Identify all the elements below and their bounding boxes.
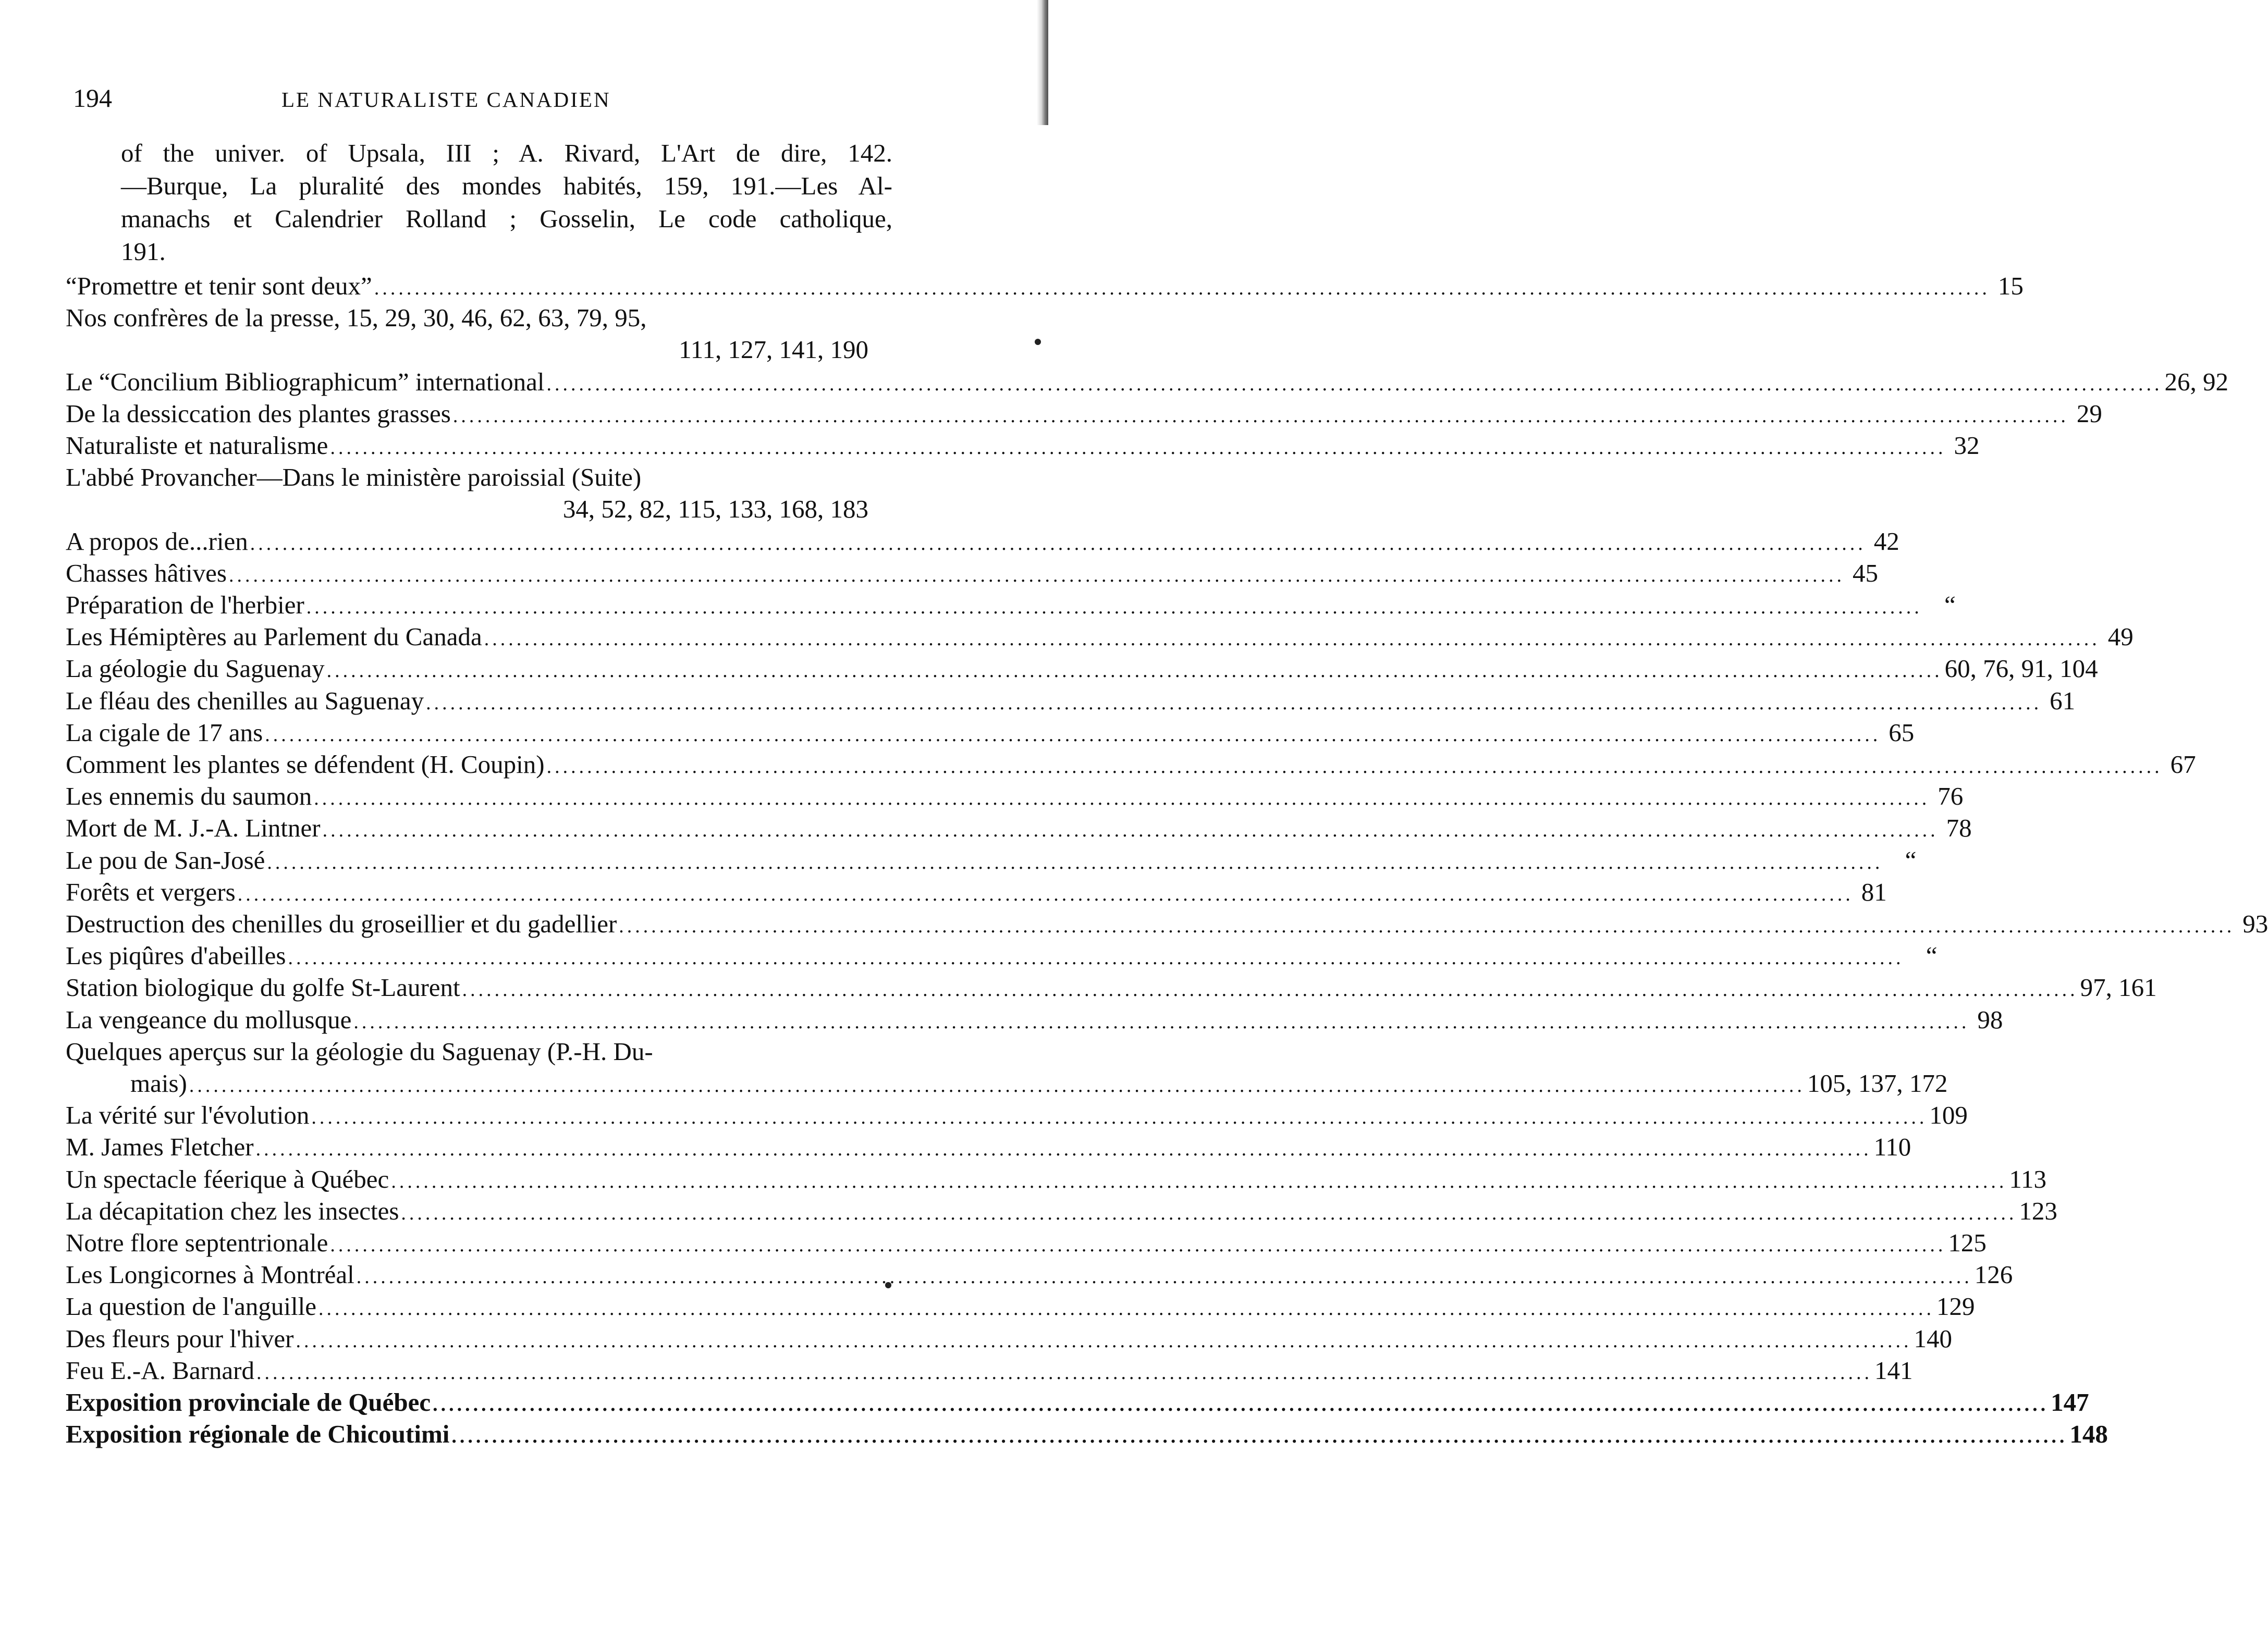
toc-entry (66, 1099, 1968, 1131)
toc-entry-pages: 78 (1946, 814, 1972, 843)
toc-entry (66, 621, 2134, 653)
toc-entry (66, 940, 1938, 972)
dot-leader: ........................................................................................................................................................................................................ (484, 628, 2100, 650)
toc-entry (66, 302, 868, 334)
dot-leader: ........................................................................................................................................................................................................ (267, 851, 1883, 873)
toc-entry-title: Feu E.-A. Barnard (66, 1356, 254, 1385)
toc-entry-pages: 45 (1852, 558, 1878, 587)
toc-entry-title: Des fleurs pour l'hiver (66, 1324, 294, 1353)
toc-entry-title: Station biologique du golfe St-Laurent (66, 973, 460, 1002)
toc-entry-title: Quelques aperçus sur la géologie du Saguenay (P.-H. Du- (66, 1037, 653, 1066)
dot-leader: ........................................................................................................................................................................................................ (306, 596, 1922, 618)
toc-entry-pages: 110 (1873, 1132, 1911, 1162)
page-number: 194 (73, 83, 112, 113)
toc-entry (66, 908, 2268, 940)
dot-leader: ........................................................................................................................................................................................................ (314, 787, 1930, 810)
toc-entry-title: Le pou de San-José (66, 845, 265, 875)
toc-entry (66, 844, 1917, 877)
dot-leader: ........................................................................................................................................................................................................ (401, 1202, 2017, 1224)
toc-entry-pages: 26, 92 (2164, 367, 2229, 396)
toc-entry-pages: 15 (1997, 272, 2024, 300)
toc-entry (66, 971, 2157, 1004)
toc-entry-pages: “ (1944, 590, 1956, 619)
toc-entry-title: Un spectacle féerique à Québec (66, 1164, 389, 1193)
toc-entry-pages: “ (1926, 941, 1938, 970)
toc-entry (66, 685, 2076, 717)
dot-leader: ........................................................................................................................................................................................................ (452, 404, 2069, 427)
toc-entry-pages: 49 (2107, 622, 2134, 651)
toc-entry-pages: 98 (1977, 1005, 2003, 1034)
toc-entry-title: Forêts et vergers (66, 877, 236, 906)
toc-entry-title: La question de l'anguille (66, 1292, 317, 1321)
toc-entry-title: M. James Fletcher (66, 1132, 254, 1162)
toc-entry-title: Chasses hâtives (66, 558, 227, 587)
toc-entry-title: De la dessiccation des plantes grasses (66, 399, 451, 428)
toc-entry-title: La géologie du Saguenay (66, 654, 325, 683)
toc-entry (66, 429, 1980, 462)
toc-entry (66, 748, 2196, 781)
toc-entry-pages: 105, 137, 172 (1807, 1069, 1948, 1098)
intro-paragraph (121, 137, 892, 268)
toc-entry (66, 557, 1878, 589)
dot-leader: ........................................................................................................................................................................................................ (250, 532, 1866, 555)
toc-entry-pages: 147 (2051, 1388, 2089, 1417)
running-head: LE NATURALISTE CANADIEN (281, 88, 611, 112)
toc-entry-title: Mort de M. J.-A. Lintner (66, 814, 321, 843)
toc-entry-title: La décapitation chez les insectes (66, 1196, 399, 1225)
toc-entry-pages: 123 (2019, 1196, 2057, 1225)
toc-entry-pages: 140 (1914, 1324, 1952, 1353)
dot-leader: ........................................................................................................................................................................................................ (330, 437, 1946, 459)
dot-leader: ........................................................................................................................................................................................................ (189, 1075, 1805, 1097)
toc-entry-pages: 76 (1938, 782, 1964, 811)
toc-entry (66, 366, 2229, 398)
dot-leader: ........................................................................................................................................................................................................ (288, 947, 1904, 969)
toc-entry-pages: 113 (2009, 1164, 2046, 1193)
toc-entry (66, 652, 2098, 685)
toc-entry-pages: 42 (1873, 526, 1899, 556)
toc-entry (66, 525, 1899, 558)
toc-entry (66, 1259, 2013, 1291)
dot-leader: ........................................................................................................................................................................................................ (356, 1266, 1972, 1288)
toc-entry-title: mais) (130, 1069, 187, 1098)
toc-entry-title: La vérité sur l'évolution (66, 1101, 310, 1130)
toc-entry-title: Les Hémiptères au Parlement du Canada (66, 622, 482, 651)
toc-entry (66, 876, 1887, 908)
scan-speck (1035, 339, 1041, 345)
toc-entry-continued (130, 1067, 1948, 1100)
toc-entry-pages: 65 (1889, 718, 1915, 747)
toc-entry (66, 717, 1915, 749)
intro-line: 191. (121, 237, 166, 266)
toc-entry-title: L'abbé Provancher—Dans le ministère paroissial (Suite) (66, 463, 642, 492)
toc-entry (66, 1131, 1911, 1163)
toc-entry-pages-continued: 111, 127, 141, 190 (679, 335, 868, 364)
dot-leader: ........................................................................................................................................................................................................ (265, 723, 1881, 746)
toc-entry-pages: 67 (2170, 750, 2196, 779)
toc-entry-title: Les ennemis du saumon (66, 782, 312, 811)
toc-entry (66, 780, 1964, 812)
toc-entry-pages: 93 (2242, 909, 2268, 938)
toc-entry-pages: 32 (1954, 431, 1980, 460)
dot-leader: ........................................................................................................................................................................................................ (318, 1298, 1935, 1320)
toc-entry-pages: 126 (1974, 1260, 2013, 1289)
toc-entry-title: Nos confrères de la presse, 15, 29, 30, 46, 62, 63, 79, 95, (66, 303, 647, 333)
dot-leader: ........................................................................................................................................................................................................ (296, 1329, 1912, 1352)
dot-leader: ........................................................................................................................................................................................................ (311, 1106, 1928, 1129)
toc-entry-pages: “ (1905, 845, 1917, 875)
toc-entry-title: Préparation de l'herbier (66, 590, 304, 619)
toc-entry-pages: 109 (1929, 1101, 1968, 1130)
toc-entry-pages: 125 (1948, 1228, 1987, 1257)
dot-leader: ........................................................................................................................................................................................................ (237, 883, 1854, 905)
dot-leader: ........................................................................................................................................................................................................ (353, 1011, 1970, 1033)
toc-entry-title: A propos de...rien (66, 526, 248, 556)
toc-entry (66, 812, 1972, 844)
toc-entry-title: Exposition régionale de Chicoutimi (66, 1420, 450, 1449)
dot-leader: ........................................................................................................................................................................................................ (322, 819, 1939, 842)
intro-line: manachs et Calendrier Rolland ; Gosselin, Le code catholique, (121, 204, 892, 233)
toc-entry-title: Notre flore septentrionale (66, 1228, 328, 1257)
toc-entry-title: La vengeance du mollusque (66, 1005, 352, 1034)
toc-entry (66, 1355, 1913, 1387)
toc-entry-title: Exposition provinciale de Québec (66, 1388, 431, 1417)
dot-leader: ........................................................................................................................................................................................................ (619, 915, 2235, 937)
toc-entry-title: “Promettre et tenir sont deux” (66, 272, 372, 300)
toc-entry-title: Comment les plantes se défendent (H. Coupin) (66, 750, 545, 779)
toc-entry-pages: 97, 161 (2080, 973, 2157, 1002)
toc-entry-title: Destruction des chenilles du groseillier et du gadellier (66, 909, 617, 938)
dot-leader: ........................................................................................................................................................................................................ (374, 277, 1990, 299)
toc-entry-pages: 129 (1936, 1292, 1975, 1321)
toc-entry (66, 1004, 2003, 1036)
toc-entry-title: Le fléau des chenilles au Saguenay (66, 686, 424, 715)
dot-leader: ........................................................................................................................................................................................................ (326, 660, 1943, 682)
dot-leader: ........................................................................................................................................................................................................ (546, 373, 2163, 395)
toc-entry (66, 1386, 2089, 1419)
toc-entry (66, 1195, 2057, 1227)
intro-line: —Burque, La pluralité des mondes habités, 159, 191.—Les Al- (121, 171, 892, 200)
toc-entry-pages: 81 (1861, 877, 1887, 906)
scan-edge-shadow (1037, 0, 1048, 125)
toc-entry (66, 1036, 868, 1068)
dot-leader: ........................................................................................................................................................................................................ (391, 1170, 2007, 1192)
toc-entry (66, 1323, 1952, 1355)
toc-entry (66, 461, 868, 494)
toc-entry-title: Les Longicornes à Montréal (66, 1260, 354, 1289)
toc-entry-pages: 29 (2076, 399, 2102, 428)
toc-entry (66, 589, 1956, 621)
toc-entry (66, 398, 2102, 430)
toc-entry-title: Naturaliste et naturalisme (66, 431, 328, 460)
dot-leader: ........................................................................................................................................................................................................ (426, 692, 2042, 714)
toc-entry (66, 1418, 2108, 1450)
toc-entry-pages: 148 (2069, 1420, 2108, 1449)
toc-entry (66, 1227, 1987, 1259)
dot-leader: ........................................................................................................................................................................................................ (462, 979, 2078, 1001)
toc-entry-title: Les piqûres d'abeilles (66, 941, 286, 970)
toc-entry-pages: 61 (2050, 686, 2076, 715)
toc-entry-title: La cigale de 17 ans (66, 718, 263, 747)
dot-leader: ........................................................................................................................................................................................................ (433, 1394, 2049, 1415)
dot-leader: ........................................................................................................................................................................................................ (228, 564, 1845, 586)
dot-leader: ........................................................................................................................................................................................................ (451, 1425, 2068, 1448)
toc-entry (66, 1290, 1975, 1323)
toc-entry-title: Le “Concilium Bibliographicum” international (66, 367, 545, 396)
toc-entry-pages: 141 (1874, 1356, 1913, 1385)
dot-leader: ........................................................................................................................................................................................................ (256, 1361, 1872, 1384)
toc-entry (66, 270, 2024, 302)
toc-entry-pages-continued: 34, 52, 82, 115, 133, 168, 183 (562, 495, 868, 524)
dot-leader: ........................................................................................................................................................................................................ (255, 1138, 1872, 1161)
intro-line: of the univer. of Upsala, III ; A. Rivard, L'Art de dire, 142. (121, 139, 892, 167)
toc-entry (66, 1163, 2046, 1196)
dot-leader: ........................................................................................................................................................................................................ (546, 756, 2163, 778)
dot-leader: ........................................................................................................................................................................................................ (330, 1234, 1946, 1256)
toc-entry-pages: 60, 76, 91, 104 (1944, 654, 2098, 683)
